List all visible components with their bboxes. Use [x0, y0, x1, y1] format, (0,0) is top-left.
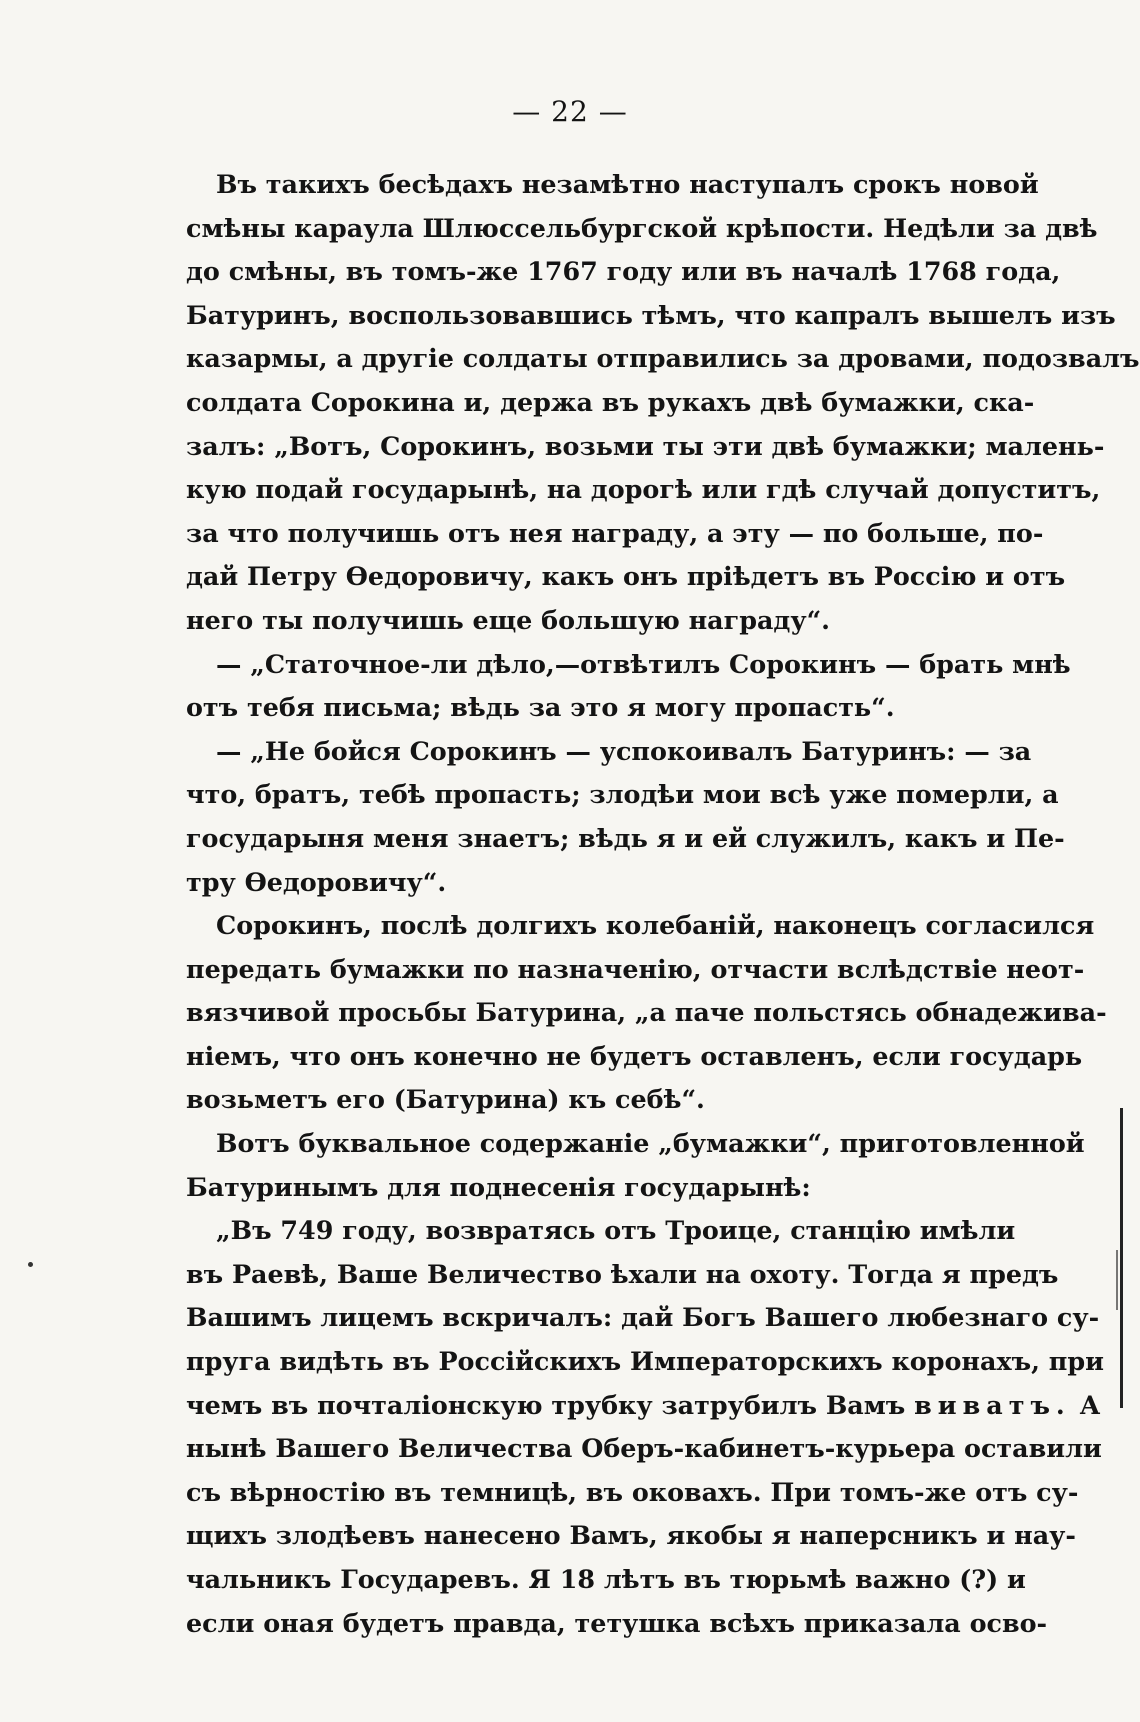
text-line-end: А [1079, 1389, 1101, 1420]
text-line: дай Петру Өедоровичу, какъ онъ пріѣдетъ въ Россію и отъ [186, 561, 1066, 592]
text-line: Вотъ буквальное содержаніе „бумажки“, приготовленной [216, 1128, 1085, 1159]
binding-edge-mark [1116, 1250, 1118, 1310]
text-line: за что получишь отъ нея награду, а эту — по больше, по- [186, 517, 1044, 548]
emphasis-vivat: виватъ. [914, 1389, 1071, 1420]
text-line: кую подай государынѣ, на дорогѣ или гдѣ случай допуститъ, [186, 474, 1101, 505]
text-line: государыня меня знаетъ; вѣдь я и ей служилъ, какъ и Пе- [186, 822, 1065, 853]
text-line: Батуринъ, воспользовавшись тѣмъ, что капралъ вышелъ изъ [186, 299, 1116, 330]
text-line: возьметъ его (Батурина) къ себѣ“. [186, 1084, 705, 1115]
text-line: передать бумажки по назначенію, отчасти вслѣдствіе неот- [186, 953, 1085, 984]
scan-speck [28, 1262, 33, 1267]
text-line: если оная будетъ правда, тетушка всѣхъ приказала осво- [186, 1607, 1048, 1638]
text-line: солдата Сорокина и, держа въ рукахъ двѣ бумажки, ска- [186, 386, 1035, 417]
text-line: щихъ злодѣевъ нанесено Вамъ, якобы я наперсникъ и нау- [186, 1520, 1076, 1551]
text-line: Батуринымъ для поднесенія государынѣ: [186, 1171, 811, 1202]
text-line: чальникъ Государевъ. Я 18 лѣтъ въ тюрьмѣ важно (?) и [186, 1564, 1026, 1594]
text-line: тру Өедоровичу“. [186, 866, 447, 897]
text-line: съ вѣрностію въ темницѣ, въ оковахъ. При томъ-же отъ су- [186, 1476, 1079, 1507]
text-line: пруга видѣть въ Россійскихъ Императорскихъ коронахъ, при [186, 1346, 1104, 1377]
text-line: казармы, а другіе солдаты отправились за дровами, подозвалъ [186, 343, 1140, 374]
text-line: — „Статочное-ли дѣло,—отвѣтилъ Сорокинъ — брать мнѣ [216, 648, 1071, 679]
text-line: Въ такихъ бесѣдахъ незамѣтно наступалъ срокъ новой [216, 169, 1039, 199]
text-line: залъ: „Вотъ, Сорокинъ, возьми ты эти двѣ бумажки; малень- [186, 430, 1105, 461]
text-line: что, братъ, тебѣ пропасть; злодѣи мои всѣ уже померли, а [186, 779, 1059, 810]
text-line: „Въ 749 году, возвратясь отъ Троице, станцію имѣли [216, 1215, 1016, 1246]
body-text [186, 163, 1140, 1645]
text-line: ніемъ, что онъ конечно не будетъ оставленъ, если государь [186, 1040, 1083, 1071]
text-line: смѣны караула Шлюссельбургской крѣпости. Недѣли за двѣ [186, 212, 1098, 243]
text-line: — „Не бойся Сорокинъ — успокоивалъ Батуринъ: — за [216, 735, 1032, 766]
text-line: Вашимъ лицемъ вскричалъ: дай Богъ Вашего любезнаго су- [186, 1302, 1100, 1333]
binding-edge-mark [1120, 1108, 1123, 1408]
text-line: въ Раевѣ, Ваше Величество ѣхали на охоту. Тогда я предъ [186, 1258, 1059, 1289]
text-line: Сорокинъ, послѣ долгихъ колебаній, наконецъ согласился [216, 910, 1095, 941]
text-line-with-emphasis [186, 1384, 1101, 1428]
text-line-start: чемъ въ почталіонскую трубку затрубилъ Вамъ [186, 1389, 906, 1420]
text-line: отъ тебя письма; вѣдь за это я могу пропасть“. [186, 692, 895, 723]
text-line: нынѣ Вашего Величества Оберъ-кабинетъ-курьера оставили [186, 1433, 1102, 1464]
text-line: него ты получишь еще большую награду“. [186, 604, 831, 635]
text-line: вязчивой просьбы Батурина, „а паче польстясь обнадежива- [186, 997, 1107, 1028]
text-line: до смѣны, въ томъ-же 1767 году или въ началѣ 1768 года, [186, 256, 1061, 287]
page-number: — 22 — [512, 95, 628, 128]
